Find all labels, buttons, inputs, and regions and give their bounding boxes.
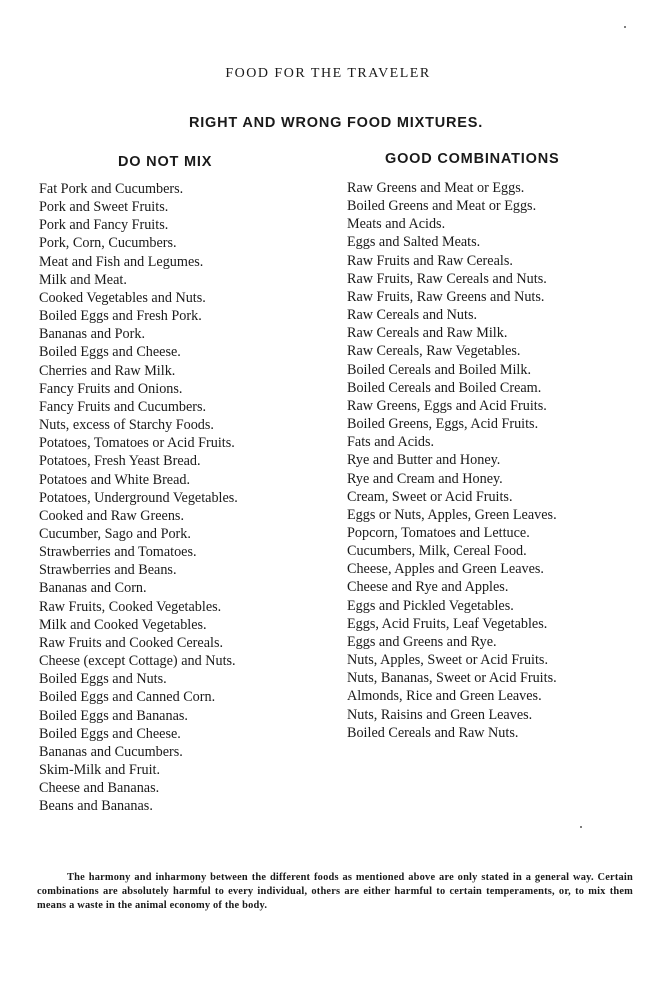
list-item: Cucumbers, Milk, Cereal Food. xyxy=(347,543,527,560)
list-item: Boiled Cereals and Raw Nuts. xyxy=(347,724,519,741)
list-item: Raw Greens and Meat or Eggs. xyxy=(347,180,525,196)
list-item: Eggs and Pickled Vegetables. xyxy=(347,597,514,614)
list-item: Eggs and Greens and Rye. xyxy=(347,633,497,650)
list-item: Potatoes, Fresh Yeast Bread. xyxy=(39,453,201,470)
list-item: Pork, Corn, Cucumbers. xyxy=(39,235,177,252)
list-item: Bananas and Cucumbers. xyxy=(39,743,183,760)
list-item: Eggs, Acid Fruits, Leaf Vegetables. xyxy=(347,615,548,632)
list-item: Raw Cereals and Nuts. xyxy=(347,307,478,324)
list-item: Cream, Sweet or Acid Fruits. xyxy=(347,488,513,505)
list-item: Bananas and Pork. xyxy=(39,326,145,343)
good-combinations-list xyxy=(347,179,557,742)
do-not-mix-list xyxy=(39,180,238,815)
list-item: Skim-Milk and Fruit. xyxy=(39,762,160,778)
list-item: Fancy Fruits and Onions. xyxy=(39,380,183,397)
list-item: Boiled Cereals and Boiled Cream. xyxy=(347,379,542,396)
list-item: Raw Fruits and Cooked Cereals. xyxy=(39,634,224,651)
list-item: Milk and Cooked Vegetables. xyxy=(39,616,207,633)
list-item: Raw Fruits, Cooked Vegetables. xyxy=(39,598,222,615)
list-item: Rye and Cream and Honey. xyxy=(347,470,503,487)
list-item: Boiled Eggs and Bananas. xyxy=(39,707,188,724)
list-item: Cheese and Bananas. xyxy=(39,780,160,797)
list-item: Boiled Eggs and Nuts. xyxy=(39,671,167,688)
list-item: Strawberries and Beans. xyxy=(39,562,177,579)
list-item: Milk and Meat. xyxy=(39,271,127,288)
list-item: Nuts, Raisins and Green Leaves. xyxy=(347,706,533,723)
list-item: Boiled Cereals and Boiled Milk. xyxy=(347,361,532,378)
list-item: Cherries and Raw Milk. xyxy=(39,362,176,379)
list-item: Boiled Eggs and Cheese. xyxy=(39,344,181,361)
list-item: Raw Cereals and Raw Milk. xyxy=(347,325,508,342)
list-item: Eggs or Nuts, Apples, Green Leaves. xyxy=(347,506,557,523)
running-head: FOOD FOR THE TRAVELER xyxy=(225,66,431,81)
list-item: Potatoes, Tomatoes or Acid Fruits. xyxy=(39,435,235,452)
list-item: Nuts, excess of Starchy Foods. xyxy=(39,417,214,434)
list-item: Cheese and Rye and Apples. xyxy=(347,579,509,596)
list-item: Pork and Sweet Fruits. xyxy=(39,199,169,216)
list-item: Raw Fruits, Raw Greens and Nuts. xyxy=(347,288,545,305)
list-item: Bananas and Corn. xyxy=(39,580,147,597)
list-item: Raw Fruits and Raw Cereals. xyxy=(347,252,513,269)
good-combinations-heading: GOOD COMBINATIONS xyxy=(385,151,560,167)
list-item: Boiled Eggs and Cheese. xyxy=(39,725,181,742)
list-item: Popcorn, Tomatoes and Lettuce. xyxy=(347,524,530,541)
list-item: Boiled Eggs and Fresh Pork. xyxy=(39,308,202,325)
list-item: Boiled Greens, Eggs, Acid Fruits. xyxy=(347,416,539,433)
list-item: Fat Pork and Cucumbers. xyxy=(39,181,184,197)
list-item: Meats and Acids. xyxy=(347,216,446,233)
list-item: Beans and Bananas. xyxy=(39,798,153,815)
list-item: Raw Cereals, Raw Vegetables. xyxy=(347,343,521,360)
list-item: Boiled Eggs and Canned Corn. xyxy=(39,689,216,706)
list-item: Rye and Butter and Honey. xyxy=(347,452,501,469)
list-item: Cheese, Apples and Green Leaves. xyxy=(347,561,544,578)
list-item: Cooked Vegetables and Nuts. xyxy=(39,289,206,306)
print-speck xyxy=(580,826,582,828)
list-item: Pork and Fancy Fruits. xyxy=(39,217,169,234)
list-item: Raw Greens, Eggs and Acid Fruits. xyxy=(347,397,547,414)
list-item: Cheese (except Cottage) and Nuts. xyxy=(39,653,236,670)
list-item: Strawberries and Tomatoes. xyxy=(39,544,197,561)
list-item: Cucumber, Sago and Pork. xyxy=(39,525,191,542)
list-item: Nuts, Bananas, Sweet or Acid Fruits. xyxy=(347,670,557,687)
list-item: Fancy Fruits and Cucumbers. xyxy=(39,398,207,415)
do-not-mix-heading: DO NOT MIX xyxy=(118,154,213,170)
list-item: Potatoes, Underground Vegetables. xyxy=(39,489,238,506)
list-item: Nuts, Apples, Sweet or Acid Fruits. xyxy=(347,652,548,669)
list-item: Eggs and Salted Meats. xyxy=(347,234,481,251)
list-item: Meat and Fish and Legumes. xyxy=(39,253,204,270)
list-item: Potatoes and White Bread. xyxy=(39,471,191,488)
list-item: Raw Fruits, Raw Cereals and Nuts. xyxy=(347,270,547,287)
list-item: Almonds, Rice and Green Leaves. xyxy=(347,688,542,705)
footnote: The harmony and inharmony between the different foods as mentioned above are only stated in a general way. Certain combinations are absolutely harmful to every individual, others are either harmful to certain temperaments, or, to mix them means a waste in the animal economy of the body. xyxy=(37,872,633,911)
list-item: Cooked and Raw Greens. xyxy=(39,507,184,524)
print-speck xyxy=(624,26,626,28)
page-title: RIGHT AND WRONG FOOD MIXTURES. xyxy=(188,115,484,131)
list-item: Boiled Greens and Meat or Eggs. xyxy=(347,198,537,215)
list-item: Fats and Acids. xyxy=(347,434,435,451)
